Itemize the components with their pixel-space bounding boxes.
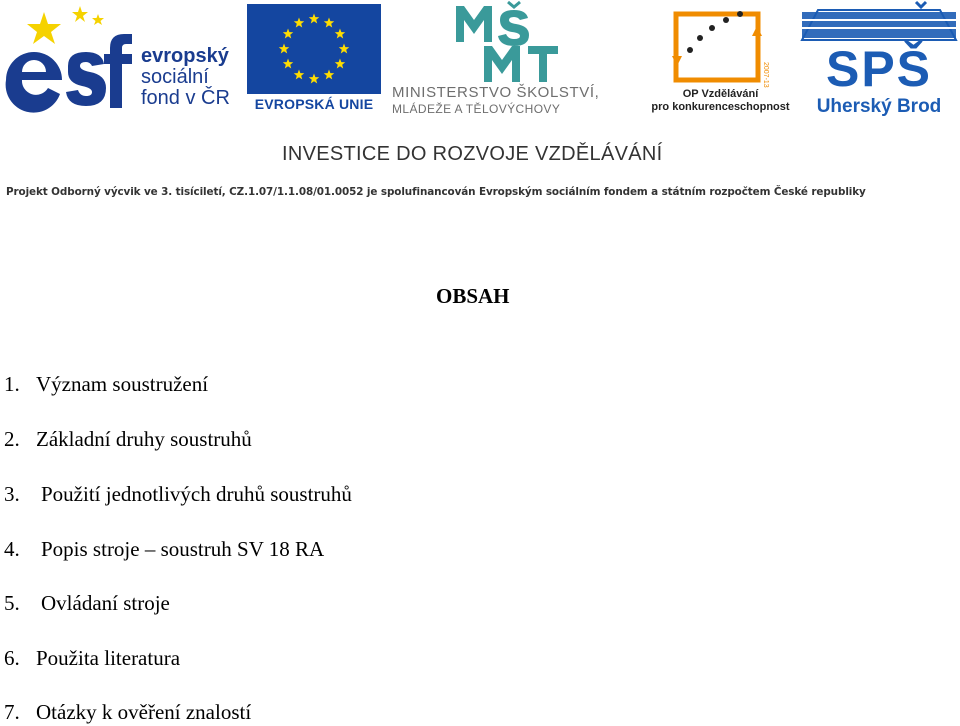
toc-item	[4, 482, 352, 506]
eu-logo	[247, 0, 381, 118]
banner-title: INVESTICE DO ROZVOJE VZDĚLÁVÁNÍ	[282, 143, 663, 165]
msmt-logo	[392, 0, 632, 118]
esf-text-line: sociální	[141, 66, 209, 88]
sps-town: Uherský Brod	[816, 96, 942, 117]
eu-star-icon	[279, 44, 289, 54]
toc-item-text: Ovládaní stroje	[41, 591, 170, 615]
op-text-line2: pro konkurenceschopnost	[651, 101, 790, 113]
eu-star-icon	[283, 29, 293, 39]
msmt-name-line2: MLÁDEŽE A TĚLOVÝCHOVY	[392, 102, 561, 116]
op-text-line1: OP Vzdělávání	[682, 88, 759, 100]
toc-item-text: Otázky k ověření znalostí	[36, 700, 252, 724]
toc-item-text: Použita literatura	[36, 646, 181, 670]
toc-item-number: 7.	[4, 700, 20, 724]
document-heading: OBSAH	[436, 284, 510, 308]
eu-flag-icon	[247, 4, 381, 94]
esf-mark-icon	[0, 0, 140, 118]
msmt-name	[392, 84, 632, 118]
project-statement: Projekt Odborný výcvik ve 3. tisíciletí, CZ.1.07/1.1.08/01.0052 je spolufinancován Evropským sociálním fondem a státním rozpočtem České republiky	[6, 186, 866, 198]
toc-item-text: Význam soustružení	[36, 372, 209, 396]
toc-item-number: 4.	[4, 537, 20, 561]
eu-star-icon	[283, 59, 293, 69]
toc-item-number: 1.	[4, 372, 20, 396]
esf-text-line: evropský	[141, 45, 229, 67]
toc-item-number: 6.	[4, 646, 20, 670]
logo-banner	[0, 0, 960, 210]
toc-item-text: Popis stroje – soustruh SV 18 RA	[41, 537, 325, 561]
toc-item	[4, 372, 208, 396]
toc-item-number: 3.	[4, 482, 20, 506]
eu-star-icon	[335, 29, 345, 39]
toc-item	[4, 646, 180, 670]
msmt-name-line1: MINISTERSTVO ŠKOLSTVÍ,	[392, 84, 600, 101]
sps-roof-icon	[798, 0, 960, 44]
sps-logo	[798, 0, 960, 118]
toc-item-number: 5.	[4, 591, 20, 615]
toc-item	[4, 427, 252, 451]
op-years: 2007-13	[762, 62, 769, 88]
toc-item	[4, 700, 251, 724]
eu-star-icon	[294, 18, 304, 28]
esf-text-line: fond v ČR	[141, 87, 230, 109]
toc-item-number: 2.	[4, 427, 20, 451]
eu-star-icon	[335, 59, 345, 69]
op-text	[648, 88, 793, 114]
msmt-mark-icon	[392, 0, 632, 84]
eu-star-icon	[309, 14, 319, 24]
eu-star-icon	[324, 18, 334, 28]
toc-item	[4, 537, 324, 561]
toc-item	[4, 591, 170, 615]
op-mark-icon	[648, 0, 793, 88]
esf-text	[141, 46, 230, 109]
eu-star-icon	[339, 44, 349, 54]
sps-letters: SPŠ	[825, 41, 933, 97]
toc-item-text: Základní druhy soustruhů	[36, 427, 252, 451]
eu-star-icon	[324, 69, 334, 79]
eu-star-icon	[294, 69, 304, 79]
toc-item-text: Použití jednotlivých druhů soustruhů	[41, 482, 352, 506]
esf-logo	[0, 0, 240, 118]
op-logo	[648, 0, 793, 118]
eu-star-icon	[309, 74, 319, 84]
eu-label: EVROPSKÁ UNIE	[254, 96, 374, 112]
